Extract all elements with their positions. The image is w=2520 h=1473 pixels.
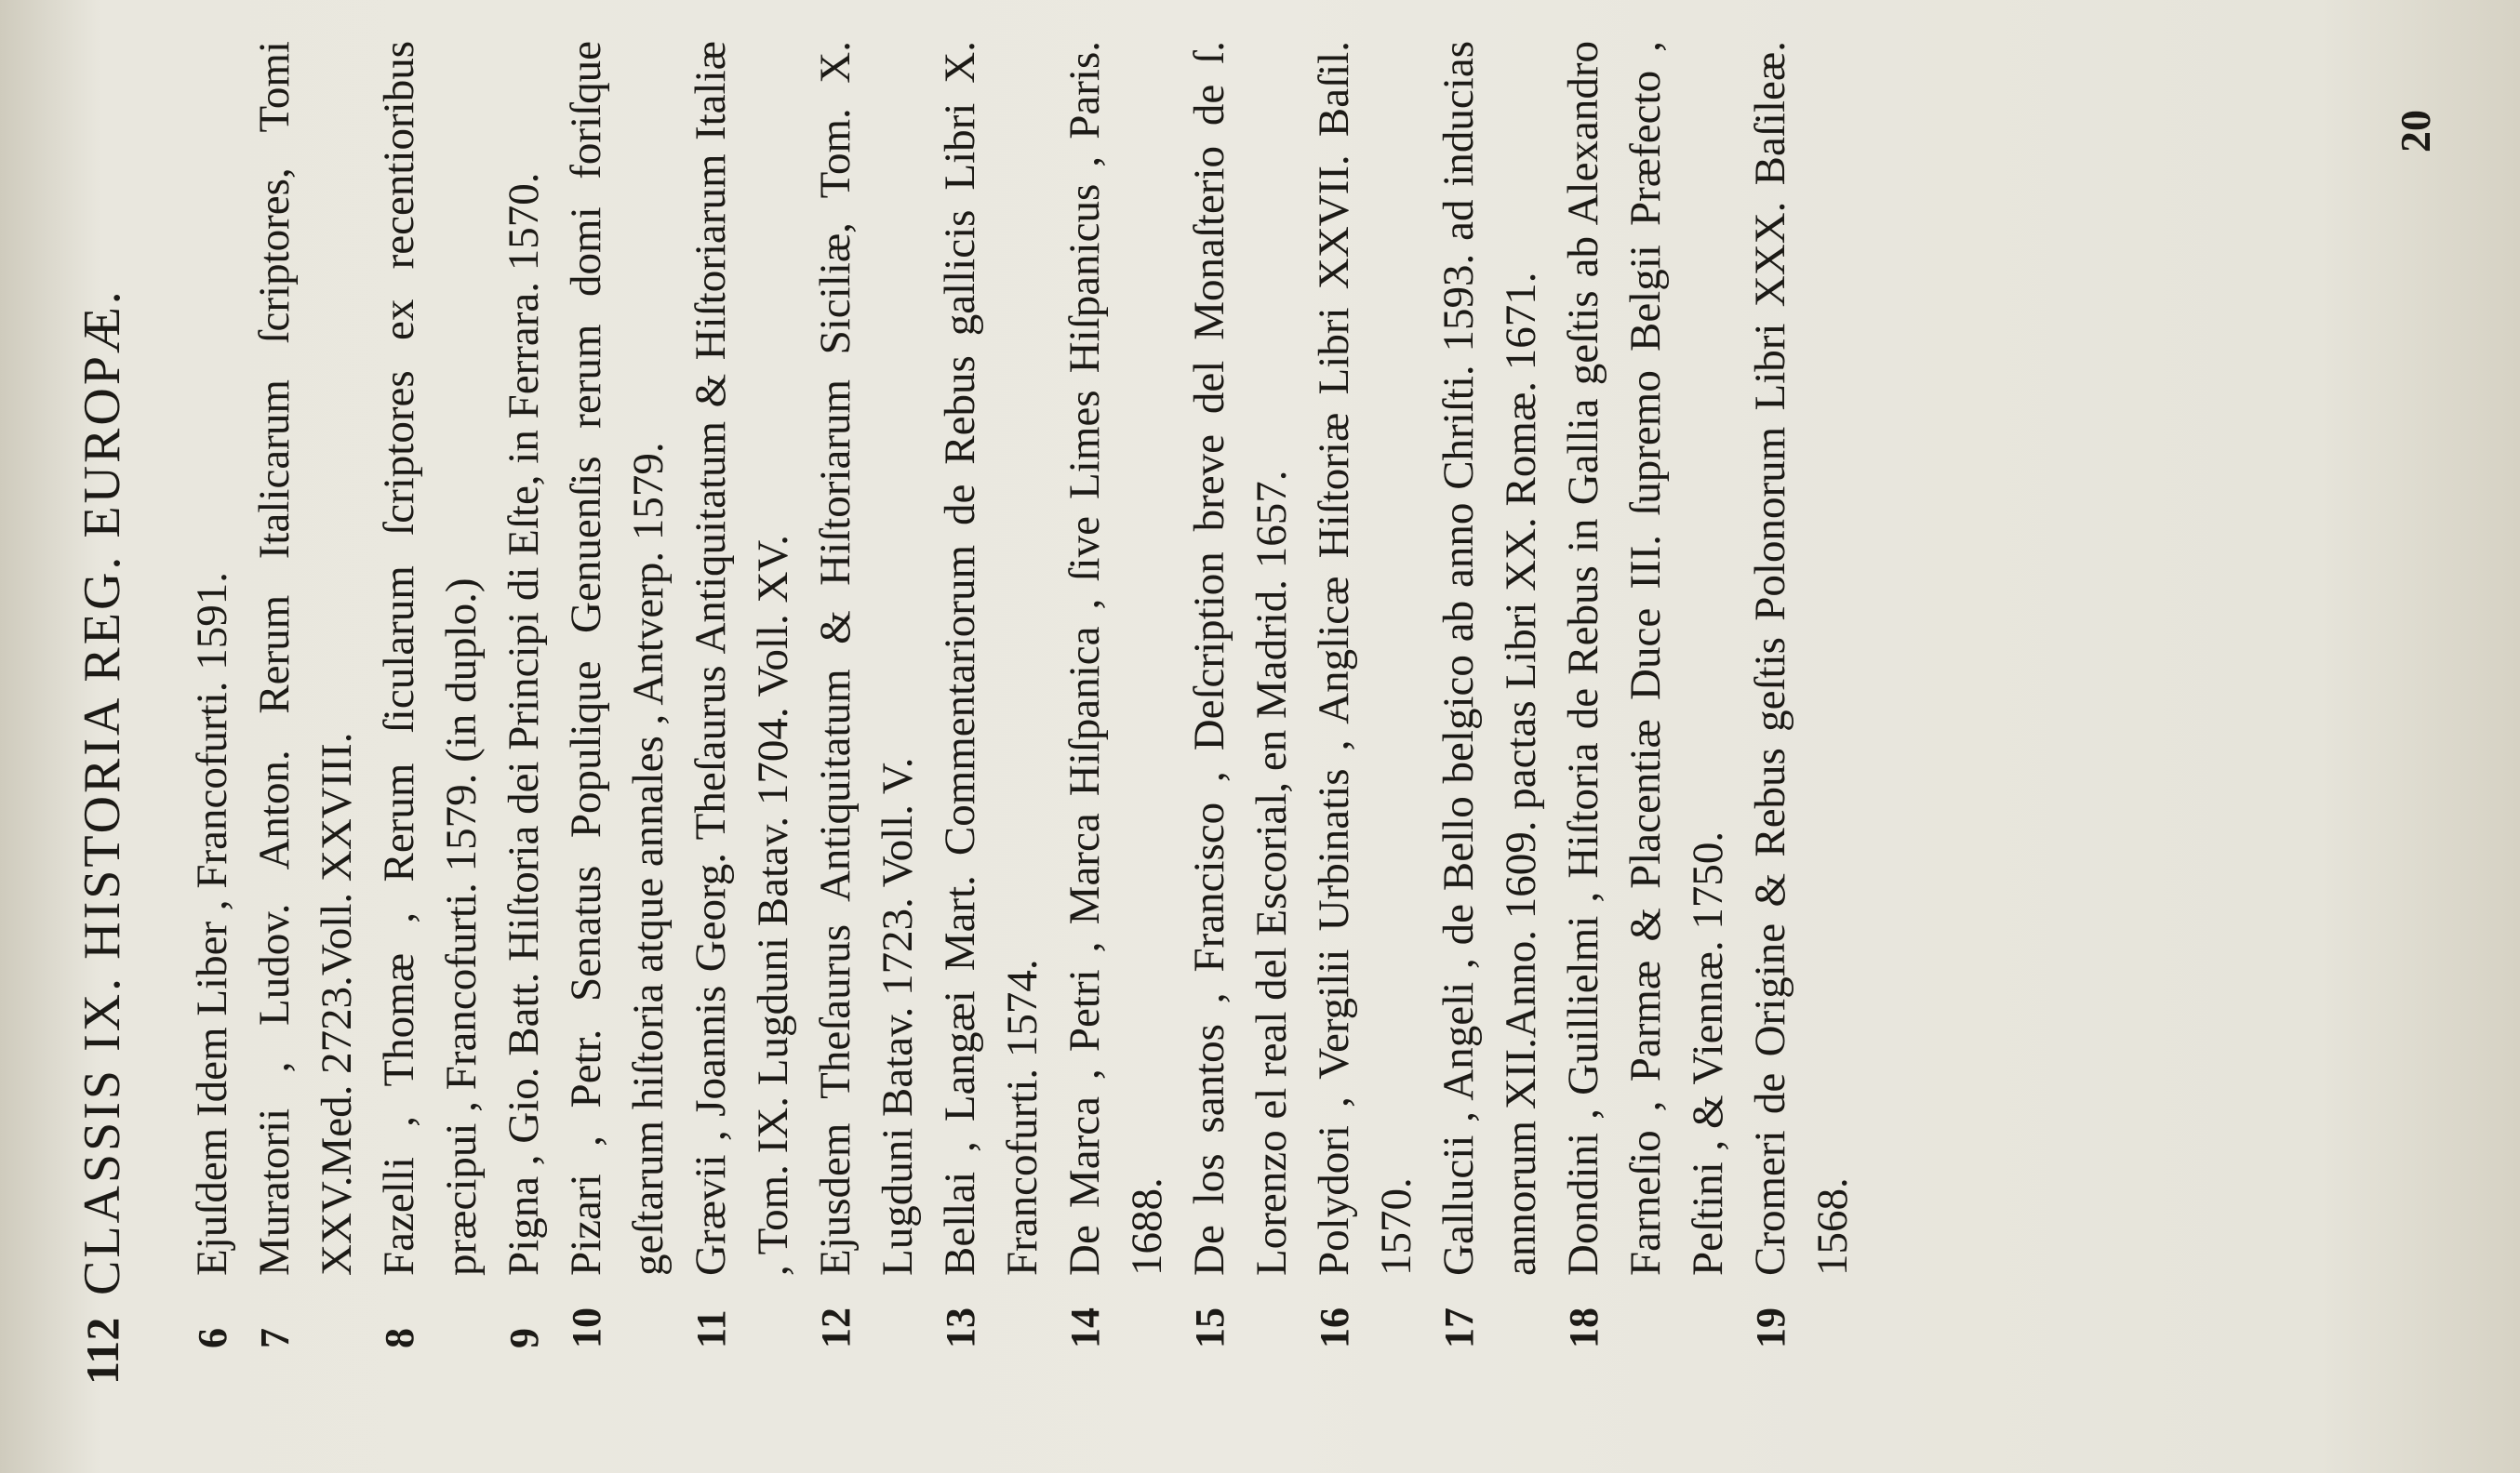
catalogue-entry	[680, 41, 805, 1348]
catalogue-entries	[181, 41, 1864, 1348]
entry-text: Polydori , Vergilii Urbinatis , Anglicæ Hiſtoriæ Libri XXVII. Baſil. 1570.	[1310, 41, 1420, 1276]
entry-text: De Marca , Petri , Marca Hiſpanica , ſive Limes Hiſpanicus , Paris. 1688.	[1060, 41, 1171, 1276]
entry-text: Pigna , Gio. Batt. Hiſtoria dei Principi di Eſte, in Ferrara. 1570.	[500, 172, 548, 1276]
page-number: 112	[76, 1317, 128, 1385]
catalogue-entry	[493, 41, 555, 1348]
catalogue-entry	[244, 41, 368, 1348]
entry-number: 9	[501, 1328, 547, 1348]
entry-number: 10	[564, 1307, 609, 1348]
entry-text: Cromeri de Origine & Rebus geſtis Polonorum Libri XXX. Baſileæ. 1568.	[1746, 41, 1857, 1276]
catalogue-entry	[1553, 41, 1740, 1348]
catalogue-entry	[1054, 41, 1179, 1348]
entry-number: 7	[252, 1328, 298, 1348]
entry-number: 19	[1748, 1307, 1793, 1348]
catalogue-entry	[1179, 41, 1303, 1348]
entry-number: 17	[1436, 1307, 1482, 1348]
entry-text: Muratorii , Ludov. Anton. Rerum Italicarum ſcriptores, Tomi XXV.Med. 2723.Voll. XXVIII.	[250, 41, 361, 1276]
catalogue-entry	[929, 41, 1054, 1348]
catalogue-entry	[181, 41, 244, 1348]
entry-number: 8	[377, 1328, 422, 1348]
entry-text: Gallucii , Angeli , de Bello belgico ab anno Chriſti. 1593. ad inducias annorum XII.Anno. 1609. pactas Libri XX. Romæ. 1671.	[1434, 41, 1545, 1276]
catalogue-entry	[555, 41, 680, 1348]
entry-text: Bellai , Langæi Mart. Commentariorum de Rebus gallicis Libri X. Francofurti. 1574.	[936, 41, 1047, 1276]
entry-number: 11	[688, 1309, 734, 1348]
entry-number: 15	[1187, 1307, 1233, 1348]
entry-number: 16	[1312, 1307, 1357, 1348]
signature-mark: 20	[2392, 110, 2439, 153]
entry-text: Ejusdem Theſaurus Antiquitatum & Hiſtoriarum Siciliæ, Tom. X. Lugduni Batav. 1723. Voll. V.	[811, 41, 922, 1276]
running-head: CLASSIS IX. HISTORIA REG. EUROPÆ.	[73, 288, 131, 1295]
entry-text: Pizari , Petr. Senatus Populique Genuenſis rerum domi foriſque geſtarum hiſtoria atque annales , Antverp. 1579.	[562, 41, 673, 1276]
entry-number: 18	[1561, 1307, 1607, 1348]
entry-text: Grævii , Joannis Georg. Theſaurus Antiquitatum & Hiſtoriarum Italiæ , Tom. IX. Lugduni Batav. 1704. Voll. XV.	[687, 41, 797, 1276]
catalogue-entry	[1303, 41, 1428, 1348]
page-header	[56, 36, 149, 1385]
entry-text: De los santos , Francisco , Deſcription breve del Monaſterio de ſ. Lorenzo el real del Escorial, en Madrid. 1657.	[1185, 41, 1296, 1276]
catalogue-entry	[805, 41, 929, 1348]
entry-text: Dondini , Guillielmi , Hiſtoria de Rebus in Gallia geſtis ab Alexandro Farneſio , Parmæ & Placentiæ Duce III. ſupremo Belgii Præfecto , Peſtini , & Viennæ. 1750.	[1559, 41, 1732, 1276]
entry-text: Fazelli , Thomæ , Rerum ſicularum ſcriptores ex recentioribus præcipui , Francofurti. 1579. (in duplo.)	[375, 41, 486, 1276]
entry-number: 13	[938, 1307, 983, 1348]
entry-number: 12	[813, 1307, 859, 1348]
catalogue-entry	[368, 41, 493, 1348]
entry-number: 6	[190, 1328, 235, 1348]
catalogue-entry	[1740, 41, 1864, 1348]
catalogue-entry	[1428, 41, 1553, 1348]
entry-number: 14	[1062, 1307, 1108, 1348]
entry-text: Ejuſdem Idem Liber , Francofurti. 1591.	[188, 571, 236, 1276]
